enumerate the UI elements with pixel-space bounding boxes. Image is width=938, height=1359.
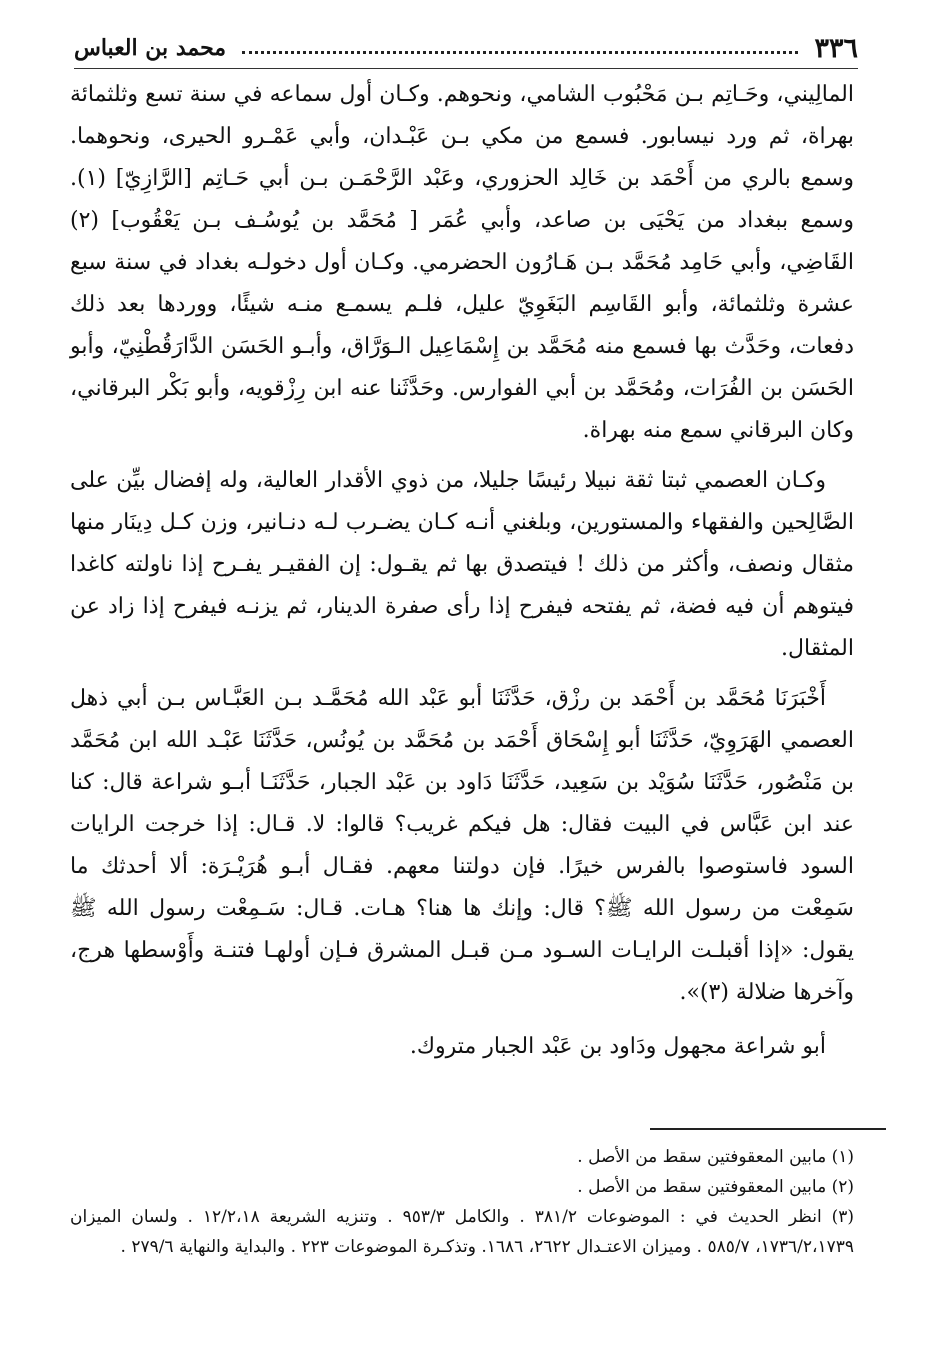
running-title: محمد بن العباس: [74, 35, 227, 61]
header-rule: [74, 68, 858, 69]
closing-note: أبو شراعة مجهول ودَاود بن عَبْد الجبار متروك.: [409, 1034, 826, 1059]
page-header: [74, 26, 858, 70]
paragraph-biography: المالِيني، وحَـاتِم بـن مَحْبُوب الشامي، ونحوهم. وكـان أول سماعه في سنة تسع وثلثمائة بهراة، ثم ورد نيسابور. فسمع من مكي بـن عَبْـدان، وأبي عَمْـرو الحيرى، ونحوهما. وسمع بالري من أَحْمَد بن خَالِد الحزوري، وعَبْد الرَّحْمَـن بـن أبي حَـاتِم [الرَّازِيّ] (١). وسمع ببغداد من يَحْيَى بن صاعد، وأبي عُمَر [ مُحَمَّد بن يُوسُـف بـن يَعْقُوب] (٢) القَاضِي، وأبي حَامِد مُحَمَّد بـن هَـارُون الحضرمي. وكـان أول دخولـه بغداد في سنة سبع عشرة وثلثمائة، وأبو القَاسِم البَغَوِيّ عليل، فلـم يسمـع منـه شيئًا، ووردها بعد ذلك دفعات، وحَدَّث بها فسمع منه مُحَمَّد بن إِسْمَاعِيل الـوَرَّاق، وأبـو الحَسَن الدَّارَقُطْنِيّ، وأبو الحَسَن بن الفُرَات، ومُحَمَّد بن أبي الفوارس. وحَدَّثَنا عنه ابن رِزْقويه، وأبو بَكْر البرقاني، وكان البرقاني سمع منه بهراة.: [70, 82, 854, 443]
paragraph-character: وكـان العصمي ثبتا ثقة نبيلا رئيسًا جليلا، من ذوي الأقدار العالية، وله إفضال بيِّن على الصَّالِحين والفقهاء والمستورين، وبلغني أنـه كـان يضـرب لـه دنـانير، وزن كـل دِينَار منها مثقال ونصف، وأكثر من ذلك ! فيتصدق بها ثم يقـول: إن الفقيـر يفـرح إذا ناولته كاغدا فيتوهم أن فيه فضة، ثم يفتحه فيفرح إذا رأى صفرة الدينار، ثم يزنـه فيفرح إذا زاد عن المثقال.: [70, 468, 854, 661]
footnote-rule: [650, 1128, 886, 1130]
footnote-3: (٣) انظر الحديث في : الموضوعات ٣٨١/٢ . والكامل ٩٥٣/٣ . وتنزيه الشريعة ١٢/٢،١٨ . ولسان الميزان ١٧٣٦/٢،١٧٣٩، ٥٨٥/٧ . وميزان الاعتـدال ٢٦٢٢، ١٦٨٦. وتذكـرة الموضوعات ٢٢٣ . والبداية والنهاية ٢٧٩/٦ .: [70, 1207, 855, 1257]
page-number: ٣٣٦: [814, 32, 858, 64]
main-text: [70, 74, 854, 1068]
paragraph-hadith: أَخْبَرَنَا مُحَمَّد بن أَحْمَد بن رزْق، حَدَّثَنَا أبو عَبْد الله مُحَمَّـد بـن العَبَّـاس بـن أبي ذهل العصمي الهَرَوِيّ، حَدَّثَنَا أبو إِسْحَاق أَحْمَد بن مُحَمَّد بن يُونُس، حَدَّثَنَا عَبْـد الله ابن مُحَمَّد بن مَنْصُور، حَدَّثَنَا سُوَيْد بن سَعِيد، حَدَّثَنَا دَاود بن عَبْد الجبار، حَدَّثَنَـا أبـو شراعة قال: كنا عند ابن عَبَّاس في البيت فقال: هل فيكم غريب؟ قالوا: لا. قـال: إذا خرجت الرايات السود فاستوصوا بالفرس خيرًا. فإن دولتنا معهم. فقـال أبـو هُرَيْـرَة: ألا أحدثك ما سَمِعْت من رسول الله ﷺ؟ قال: وإنك ها هنا؟ هـات. قـال: سَـمِعْت رسول الله ﷺ يقول: «إذا أقبلـت الرايـات السـود مـن قبـل المشرق فـإن أولهـا فتنـة وأَوْسطها هرج، وآخرها ضلالة (٣)».: [70, 686, 854, 1005]
footnote-2: (٢) مابين المعقوفتين سقط من الأصل .: [577, 1177, 854, 1197]
header-dotted-leader: [242, 51, 798, 54]
footnote-1: (١) مابين المعقوفتين سقط من الأصل .: [577, 1147, 854, 1167]
footnotes: [70, 1142, 854, 1262]
